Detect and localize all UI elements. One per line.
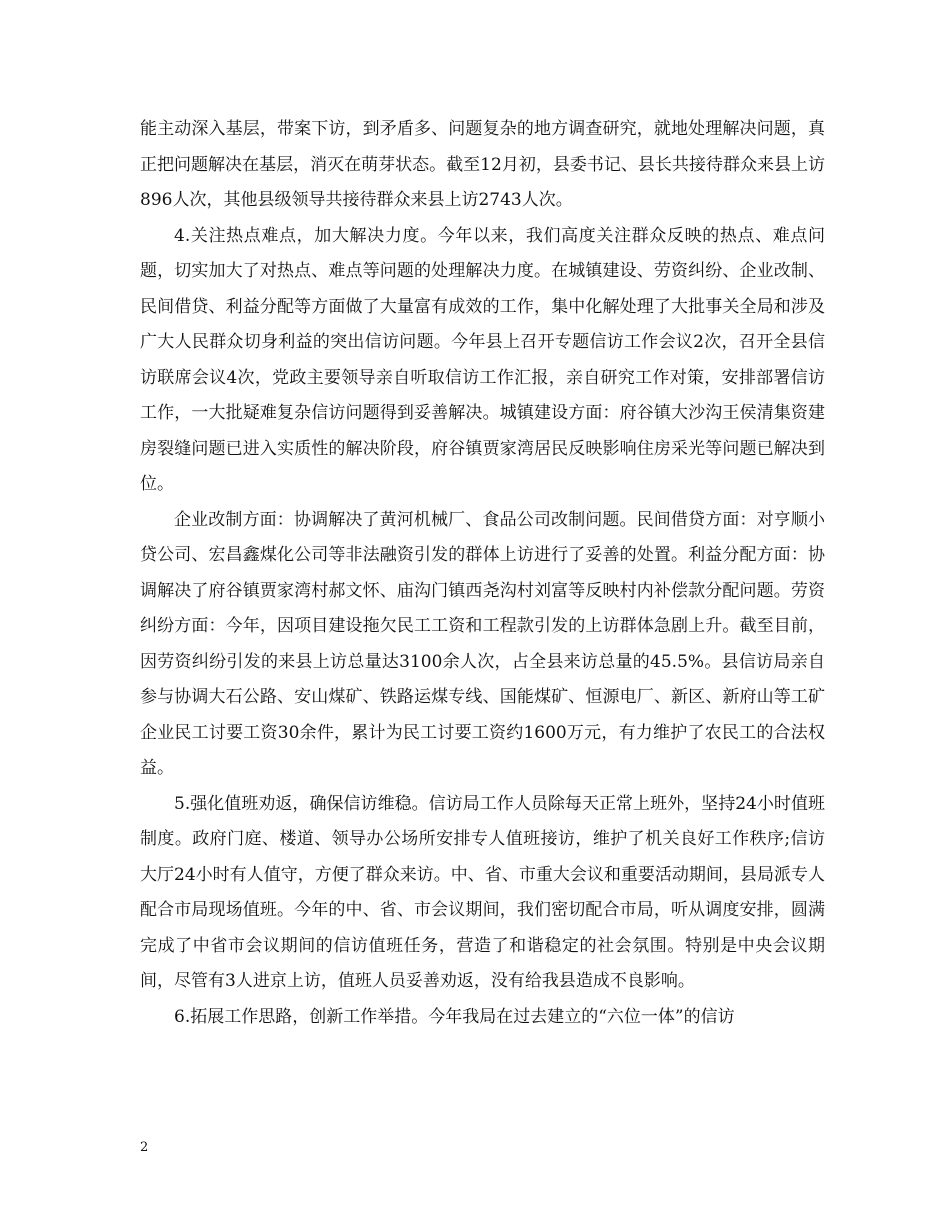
paragraph-continuation: 能主动深入基层，带案下访，到矛盾多、问题复杂的地方调查研究，就地处理解决问题，真正把问题解决在基层，消灭在萌芽状态。截至12月初，县委书记、县长共接待群众来县上访896人次，其他县级领导共接待群众来县上访2743人次。 [140,119,825,210]
paragraph-enterprise-reform: 企业改制方面：协调解决了黄河机械厂、食品公司改制问题。民间借贷方面：对亨顺小贷公司、宏昌鑫煤化公司等非法融资引发的群体上访进行了妥善的处置。利益分配方面：协调解决了府谷镇贾家湾村郝文怀、庙沟门镇西尧沟村刘富等反映村内补偿款分配问题。劳资纠纷方面：今年，因项目建设拖欠民工工资和工程款引发的上访群体急剧上升。截至目前，因劳资纠纷引发的来县上访总量达3100余人次，占全县来访总量的45.5%。县信访局亲自参与协调大石公路、安山煤矿、铁路运煤专线、国能煤矿、恒源电厂、新区、新府山等工矿企业民工讨要工资30余件，累计为民工讨要工资约1600万元，有力维护了农民工的合法权益。 [140,509,825,778]
page-number: 2 [140,1140,149,1155]
body-text [140,112,825,1035]
paragraph-work-innovation: 6.拓展工作思路，创新工作举措。今年我局在过去建立的“六位一体”的信访 [174,1006,735,1027]
paragraph-duty-persuasion: 5.强化值班劝返，确保信访维稳。信访局工作人员除每天正常上班外，坚持24小时值班制度。政府门庭、楼道、领导办公场所安排专人值班接访，维护了机关良好工作秩序;信访大厅24小时有人值守，方便了群众来访。中、省、市重大会议和重要活动期间，县局派专人配合市局现场值班。今年的中、省、市会议期间，我们密切配合市局，听从调度安排，圆满完成了中省市会议期间的信访值班任务，营造了和谐稳定的社会氛围。特别是中央会议期间，尽管有3人进京上访，值班人员妥善劝返，没有给我县造成不良影响。 [140,793,825,991]
paragraph-hotspot-issues: 4.关注热点难点，加大解决力度。今年以来，我们高度关注群众反映的热点、难点问题，切实加大了对热点、难点等问题的处理解决力度。在城镇建设、劳资纠纷、企业改制、民间借贷、利益分配等方面做了大量富有成效的工作，集中化解处理了大批事关全局和涉及广大人民群众切身利益的突出信访问题。今年县上召开专题信访工作会议2次，召开全县信访联席会议4次，党政主要领导亲自听取信访工作汇报，亲自研究工作对策，安排部署信访工作，一大批疑难复杂信访问题得到妥善解决。城镇建设方面：府谷镇大沙沟王侯清集资建房裂缝问题已进入实质性的解决阶段，府谷镇贾家湾居民反映影响住房采光等问题已解决到位。 [140,225,825,494]
